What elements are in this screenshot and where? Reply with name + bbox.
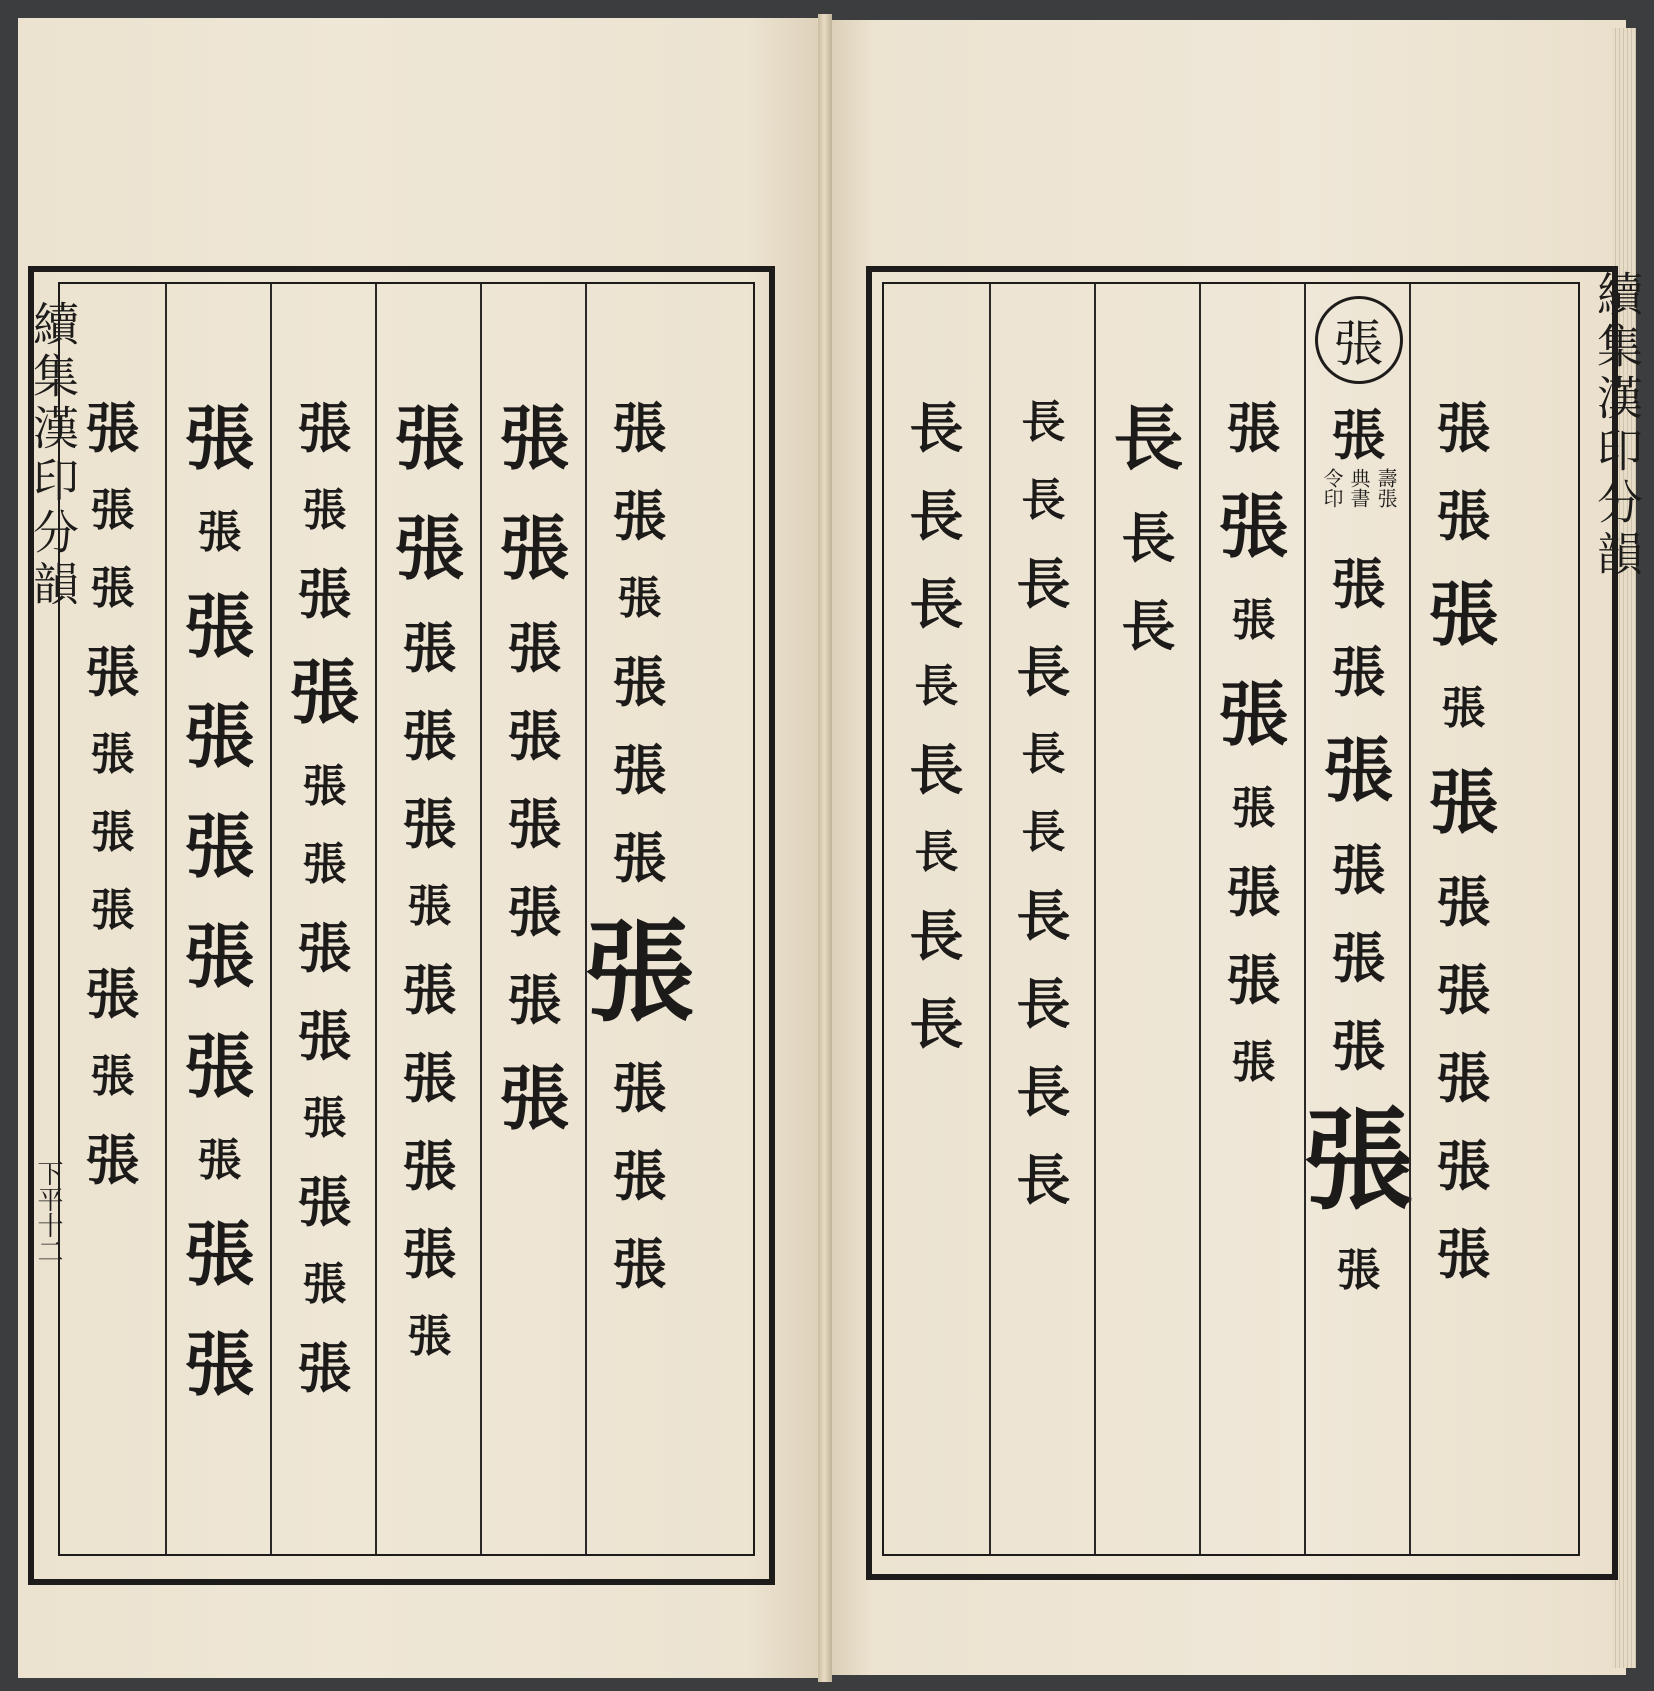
seal-glyph: 張	[1436, 958, 1491, 1022]
seal-glyph: 張	[297, 1170, 352, 1234]
seal-glyph: 張	[1441, 683, 1486, 734]
left-column-glyphs	[377, 384, 482, 1376]
seal-glyph: 長	[909, 484, 964, 548]
seal-glyph: 張	[1331, 640, 1386, 704]
seal-glyph: 張	[90, 729, 135, 780]
seal-glyph: 長	[1016, 1148, 1071, 1212]
left-column-5	[480, 284, 587, 1554]
seal-glyph: 張	[1226, 396, 1281, 460]
left-column-2	[165, 284, 272, 1554]
seal-glyph: 張	[297, 1336, 352, 1400]
seal-glyph: 長	[909, 992, 964, 1056]
seal-glyph: 張	[402, 704, 457, 768]
seal-glyph: 張	[90, 885, 135, 936]
left-column-glyphs	[272, 384, 377, 1412]
seal-glyph: 長	[914, 827, 959, 878]
seal-glyph: 張	[184, 695, 255, 778]
right-column-glyphs	[991, 384, 1096, 1224]
right-column-5	[1303, 284, 1414, 1554]
seal-glyph: 張	[507, 792, 562, 856]
left-column-6	[584, 284, 695, 1554]
left-margin-title: 續集漢印分韻	[26, 300, 80, 612]
seal-glyph: 張	[1436, 1046, 1491, 1110]
seal-glyph: 張	[85, 640, 140, 704]
seal-glyph: 張	[1218, 485, 1289, 568]
seal-glyph: 張	[1226, 860, 1281, 924]
seal-glyph: 張	[1231, 595, 1276, 646]
right-column-glyphs	[1303, 290, 1414, 1310]
seal-glyph: 張	[402, 1046, 457, 1110]
left-column-glyphs	[584, 384, 695, 1308]
seal-glyph: 張	[612, 484, 667, 548]
seal-glyph: 長	[1016, 972, 1071, 1036]
seal-glyph: 張	[297, 1004, 352, 1068]
seal-glyph: 張	[90, 563, 135, 614]
seal-caption-line: 典書	[1347, 468, 1371, 508]
seal-glyph: 張	[1436, 396, 1491, 460]
seal-heading: 張	[1315, 296, 1403, 384]
right-column-2	[989, 284, 1096, 1554]
seal-glyph: 張	[1336, 1245, 1381, 1296]
seal-glyph: 張	[1331, 552, 1386, 616]
seal-glyph: 張	[1331, 926, 1386, 990]
seal-glyph: 張	[302, 839, 347, 890]
seal-glyph: 張	[1303, 1096, 1414, 1225]
seal-glyph: 長	[1016, 640, 1071, 704]
seal-glyph: 張	[499, 507, 570, 590]
seal-glyph: 張	[612, 1056, 667, 1120]
left-column-grid	[60, 284, 753, 1554]
seal-glyph: 長	[909, 738, 964, 802]
seal-glyph: 張	[1331, 838, 1386, 902]
seal-glyph: 長	[1021, 397, 1066, 448]
left-column-glyphs	[167, 384, 272, 1420]
seal-glyph: 張	[612, 826, 667, 890]
seal-glyph: 張	[402, 1222, 457, 1286]
seal-glyph: 張	[612, 650, 667, 714]
seal-glyph: 張	[297, 562, 352, 626]
seal-glyph: 張	[1428, 573, 1499, 656]
right-column-3	[1094, 284, 1201, 1554]
seal-glyph: 張	[1428, 761, 1499, 844]
seal-glyph: 張	[1331, 403, 1386, 467]
seal-glyph: 張	[302, 485, 347, 536]
seal-glyph: 張	[85, 962, 140, 1026]
right-column-glyphs	[884, 384, 989, 1068]
right-margin-title: 續集漢印分韻	[1590, 270, 1644, 582]
seal-glyph: 張	[197, 507, 242, 558]
seal-glyph: 張	[402, 616, 457, 680]
seal-glyph: 張	[302, 761, 347, 812]
seal-glyph: 長	[1121, 506, 1176, 570]
seal-glyph: 長	[909, 572, 964, 636]
seal-caption	[1320, 468, 1397, 534]
seal-glyph: 張	[85, 1128, 140, 1192]
seal-glyph: 張	[85, 396, 140, 460]
seal-glyph: 長	[914, 661, 959, 712]
left-column-glyphs	[482, 384, 587, 1154]
seal-glyph: 張	[184, 915, 255, 998]
seal-glyph: 張	[90, 807, 135, 858]
seal-glyph: 張	[197, 1135, 242, 1186]
seal-glyph: 張	[402, 792, 457, 856]
seal-glyph: 張	[1436, 484, 1491, 548]
seal-glyph: 張	[1231, 1037, 1276, 1088]
seal-glyph: 張	[612, 738, 667, 802]
seal-glyph: 張	[289, 651, 360, 734]
seal-glyph: 張	[507, 968, 562, 1032]
seal-glyph: 張	[394, 507, 465, 590]
left-inner-frame	[58, 282, 755, 1556]
seal-glyph: 張	[612, 1232, 667, 1296]
seal-glyph: 張	[499, 1057, 570, 1140]
seal-glyph: 張	[407, 881, 452, 932]
right-column-glyphs	[1201, 384, 1306, 1102]
seal-glyph: 張	[1231, 783, 1276, 834]
seal-glyph: 張	[1218, 673, 1289, 756]
right-column-grid	[884, 284, 1578, 1554]
seal-glyph: 張	[1436, 1134, 1491, 1198]
seal-glyph: 張	[184, 1213, 255, 1296]
seal-glyph: 張	[617, 573, 662, 624]
seal-glyph: 張	[302, 1259, 347, 1310]
right-column-glyphs	[1411, 384, 1516, 1298]
seal-glyph: 長	[909, 904, 964, 968]
right-column-glyphs	[1096, 384, 1201, 670]
seal-glyph: 張	[90, 1051, 135, 1102]
seal-glyph: 長	[1121, 594, 1176, 658]
left-column-3	[270, 284, 377, 1554]
seal-glyph: 張	[612, 396, 667, 460]
seal-glyph: 長	[1016, 552, 1071, 616]
seal-glyph: 張	[297, 396, 352, 460]
seal-glyph: 張	[612, 1144, 667, 1208]
seal-glyph: 長	[1016, 1060, 1071, 1124]
seal-glyph: 長	[1113, 397, 1184, 480]
seal-glyph: 張	[1331, 1014, 1386, 1078]
seal-glyph: 長	[1016, 884, 1071, 948]
seal-glyph: 張	[90, 485, 135, 536]
seal-glyph: 張	[184, 1323, 255, 1406]
seal-glyph: 張	[394, 397, 465, 480]
seal-glyph: 長	[1021, 807, 1066, 858]
left-folio: 下平十二	[33, 1160, 63, 1264]
right-column-1	[884, 284, 989, 1554]
seal-glyph: 張	[1436, 1222, 1491, 1286]
seal-glyph: 張	[184, 805, 255, 888]
right-inner-frame	[882, 282, 1580, 1556]
seal-glyph: 張	[297, 916, 352, 980]
seal-glyph: 張	[402, 958, 457, 1022]
seal-caption-line: 令印	[1320, 468, 1344, 508]
seal-caption-line: 壽張	[1374, 468, 1398, 508]
seal-glyph: 張	[507, 616, 562, 680]
seal-glyph: 張	[184, 397, 255, 480]
seal-glyph: 張	[499, 397, 570, 480]
left-column-4	[375, 284, 482, 1554]
seal-glyph: 張	[584, 908, 695, 1037]
seal-glyph: 張	[402, 1134, 457, 1198]
seal-glyph: 長	[1021, 729, 1066, 780]
seal-glyph: 長	[1021, 475, 1066, 526]
right-column-4	[1199, 284, 1306, 1554]
seal-glyph: 張	[1226, 948, 1281, 1012]
seal-glyph: 張	[407, 1311, 452, 1362]
book-gutter	[818, 14, 832, 1682]
right-column-6	[1409, 284, 1516, 1554]
seal-glyph: 張	[184, 1025, 255, 1108]
seal-glyph: 張	[507, 880, 562, 944]
seal-glyph: 張	[184, 585, 255, 668]
seal-glyph: 張	[302, 1093, 347, 1144]
seal-glyph: 長	[909, 396, 964, 460]
seal-glyph: 張	[507, 704, 562, 768]
seal-glyph: 張	[1323, 729, 1394, 812]
seal-glyph: 張	[1436, 870, 1491, 934]
